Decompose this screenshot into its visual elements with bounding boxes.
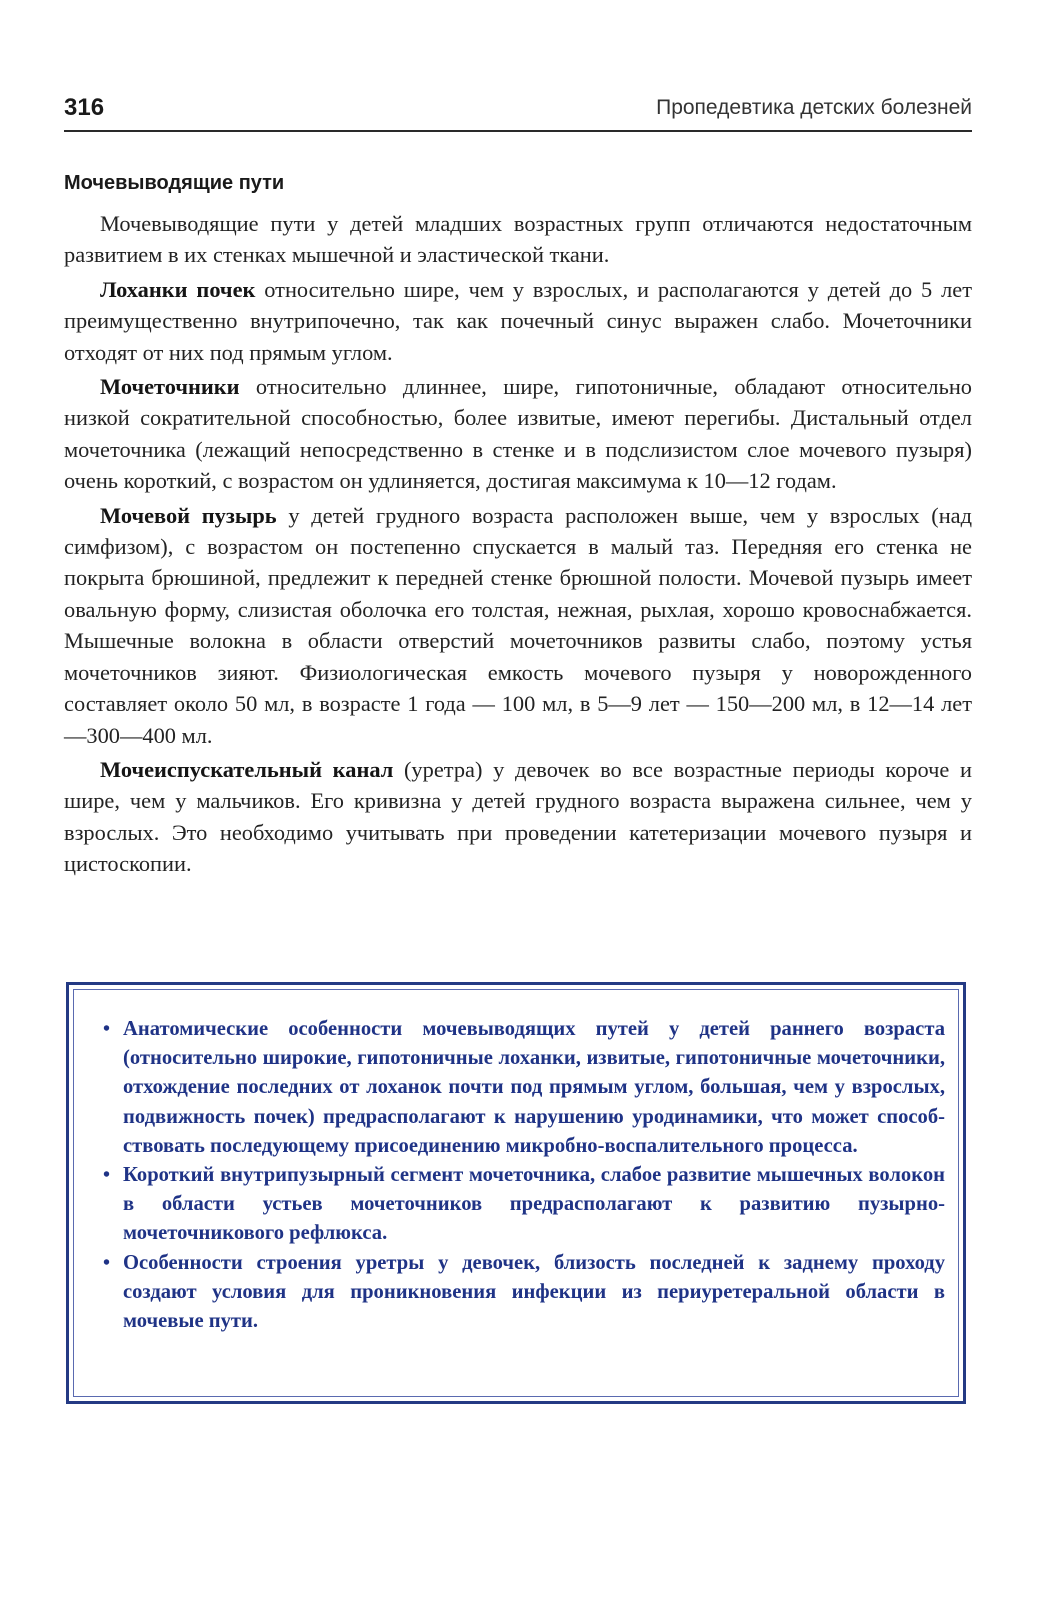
paragraph-lead-term: Мочеточники (100, 374, 240, 400)
summary-list (103, 1015, 945, 1336)
paragraph-ureters (64, 371, 972, 497)
paragraph-urethra (64, 754, 972, 880)
body-text (64, 208, 972, 883)
running-title: Пропедевтика детских болезней (656, 96, 972, 119)
paragraph-bladder (64, 500, 972, 751)
summary-item (103, 1161, 945, 1249)
page-number: 316 (64, 94, 105, 121)
paragraph-text: относительно шире, чем у взрослых, и располагаются у детей до 5 лет преимущественно внутрипочечно, так как почечный синус выражен слабо. Мочеточники отходят от них под прямым углом. (64, 276, 972, 365)
paragraph-lead-term: Мочеиспускательный канал (100, 756, 394, 782)
section-heading: Мочевыводящие пути (64, 172, 285, 194)
bullet-icon: • (103, 1251, 111, 1274)
summary-item (103, 1015, 945, 1161)
bullet-icon: • (103, 1018, 111, 1040)
paragraph-lead-term: Лоханки почек (100, 276, 256, 302)
paragraph-intro (64, 208, 972, 271)
paragraph-text: (уретра) у девочек во все возрастные периоды короче и шире, чем у мальчиков. Его кривизна у детей грудного возраста выражена сильнее, чем у взрослых. Это необходимо учитывать при проведении катетеризации мочевого пузыря и цистоскопии. (64, 756, 972, 877)
summary-box (66, 982, 966, 1404)
bullet-icon: • (103, 1164, 111, 1187)
summary-item-text: Анатомические особенности мочевыводящих путей у детей раннего возраста (относительно широкие, гипотоничные лоханки, извитые, гипотоничные мочеточники, отхождение последних от лоханок почти под прямым углом, большая, чем у взрослых, подвижность почек) предрасполагают к нарушению уродинамики, что может способствовать последующему присоединению микробно-воспалительного процесса. (123, 1018, 945, 1157)
book-page (64, 0, 972, 1600)
summary-item-text: Особенности строения уретры у девочек, близость последней к заднему проходу создают условия для проникновения инфекции из периуретеральной области в мочевые пути. (123, 1251, 945, 1333)
page-header (64, 92, 972, 132)
paragraph-renal-pelvis (64, 274, 972, 368)
summary-item (103, 1249, 945, 1337)
summary-item-text: Короткий внутрипузырный сегмент мочеточника, слабое развитие мышечных волокон в области устьев мочеточников предрасполагают к развитию пузырно-мочеточникового рефлюкса. (123, 1164, 945, 1245)
paragraph-lead-term: Мочевой пузырь (100, 502, 277, 528)
paragraph-text: у детей грудного возраста расположен выше, чем у взрослых (над симфизом), с возрастом он постепенно спускается в малый таз. Передняя его стенка не покрыта брюшиной, предлежит к передней стенке брюшной полости. Мочевой пузырь имеет овальную форму, слизистая оболочка его толстая, нежная, рыхлая, хорошо кровоснабжается. Мышечные волокна в области отверстий мочеточников развиты слабо, поэтому устья мочеточников зияют. Физиологическая емкость мочевого пузыря у новорожденного составляет около 50 мл, в возрасте 1 года — 100 мл, в 5—9 лет — 150—200 мл, в 12—14 лет —300—400 мл. (64, 502, 973, 748)
paragraph-text: Мочевыводящие пути у детей младших возрастных групп отличаются недостаточным развитием в их стенках мышечной и эластической ткани. (64, 211, 972, 268)
paragraph-text: относительно длиннее, шире, гипотоничные, обладают относительно низкой сократительной способностью, более извитые, имеют перегибы. Дистальный отдел мочеточника (лежащий непосредственно в стенке и в подслизистом слое мочевого пузыря) очень короткий, с возрастом он удлиняется, достигая максимума к 10—12 годам. (64, 374, 972, 494)
